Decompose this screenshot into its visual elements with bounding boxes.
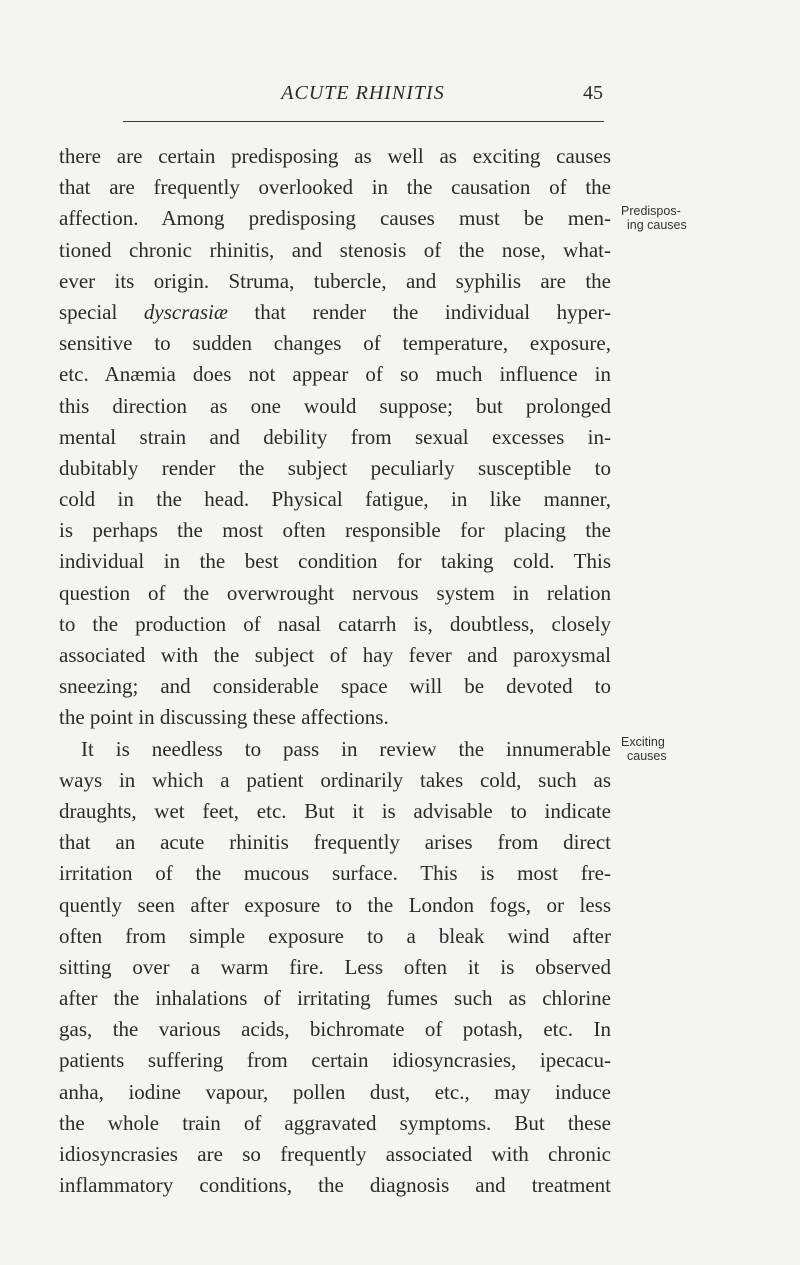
margin-note-line: Predispos- bbox=[621, 204, 681, 218]
margin-note-line: causes bbox=[627, 749, 667, 763]
text-line: is perhaps the most often responsible for placing the bbox=[59, 518, 611, 543]
text-line: this direction as one would suppose; but prolonged bbox=[59, 393, 611, 418]
text-line: mental strain and debility from sexual excesses in- bbox=[59, 424, 611, 449]
text-line: individual in the best condition for taking cold. This bbox=[59, 549, 611, 574]
text-line: special dyscrasiæ that render the individual hyper- bbox=[59, 299, 611, 324]
text-line: after the inhalations of irritating fumes such as chlorine bbox=[59, 986, 611, 1011]
margin-note-predisposing-causes bbox=[621, 204, 741, 232]
page-number: 45 bbox=[583, 82, 603, 104]
text-line: ways in which a patient ordinarily takes cold, such as bbox=[59, 767, 611, 792]
text-line: sitting over a warm fire. Less often it is observed bbox=[59, 954, 611, 979]
margin-note-line: Exciting bbox=[621, 735, 665, 749]
text-line: irritation of the mucous surface. This is most fre- bbox=[59, 861, 611, 886]
text-line: the point in discussing these affections. bbox=[59, 705, 389, 730]
text-line: ever its origin. Struma, tubercle, and syphilis are the bbox=[59, 268, 611, 293]
margin-note-line: ing causes bbox=[627, 218, 687, 232]
text-line: patients suffering from certain idiosyncrasies, ipecacu- bbox=[59, 1048, 611, 1073]
text-line: the whole train of aggravated symptoms. But these bbox=[59, 1110, 611, 1135]
text-line: sneezing; and considerable space will be devoted to bbox=[59, 674, 611, 699]
text-line: that are frequently overlooked in the causation of the bbox=[59, 175, 611, 200]
text-line: question of the overwrought nervous system in relation bbox=[59, 580, 611, 605]
header-rule bbox=[123, 121, 604, 122]
running-title: ACUTE RHINITIS bbox=[281, 82, 445, 104]
text-line: draughts, wet feet, etc. But it is advisable to indicate bbox=[59, 798, 611, 823]
text-line: often from simple exposure to a bleak wind after bbox=[59, 923, 611, 948]
text-line: sensitive to sudden changes of temperature, exposure, bbox=[59, 331, 611, 356]
text-line: that an acute rhinitis frequently arises from direct bbox=[59, 830, 611, 855]
text-line: etc. Anæmia does not appear of so much influence in bbox=[59, 362, 611, 387]
text-line: idiosyncrasies are so frequently associated with chronic bbox=[59, 1142, 611, 1166]
text-line: gas, the various acids, bichromate of potash, etc. In bbox=[59, 1017, 611, 1042]
text-line: cold in the head. Physical fatigue, in like manner, bbox=[59, 487, 611, 512]
text-line: to the production of nasal catarrh is, doubtless, closely bbox=[59, 611, 611, 636]
running-head bbox=[123, 80, 603, 106]
text-line: dubitably render the subject peculiarly susceptible to bbox=[59, 455, 611, 480]
text-line: anha, iodine vapour, pollen dust, etc., may induce bbox=[59, 1079, 611, 1104]
text-line: quently seen after exposure to the London fogs, or less bbox=[59, 892, 611, 917]
margin-note-exciting-causes bbox=[621, 735, 741, 763]
text-line: associated with the subject of hay fever and paroxysmal bbox=[59, 643, 611, 667]
body-text bbox=[59, 141, 611, 1201]
text-line: inflammatory conditions, the diagnosis and treatment bbox=[59, 1173, 611, 1198]
text-line: It is needless to pass in review the innumerable bbox=[81, 736, 611, 761]
text-line: affection. Among predisposing causes must be men- bbox=[59, 206, 611, 231]
text-line: there are certain predisposing as well as exciting causes bbox=[59, 144, 611, 168]
text-line: tioned chronic rhinitis, and stenosis of the nose, what- bbox=[59, 237, 611, 262]
